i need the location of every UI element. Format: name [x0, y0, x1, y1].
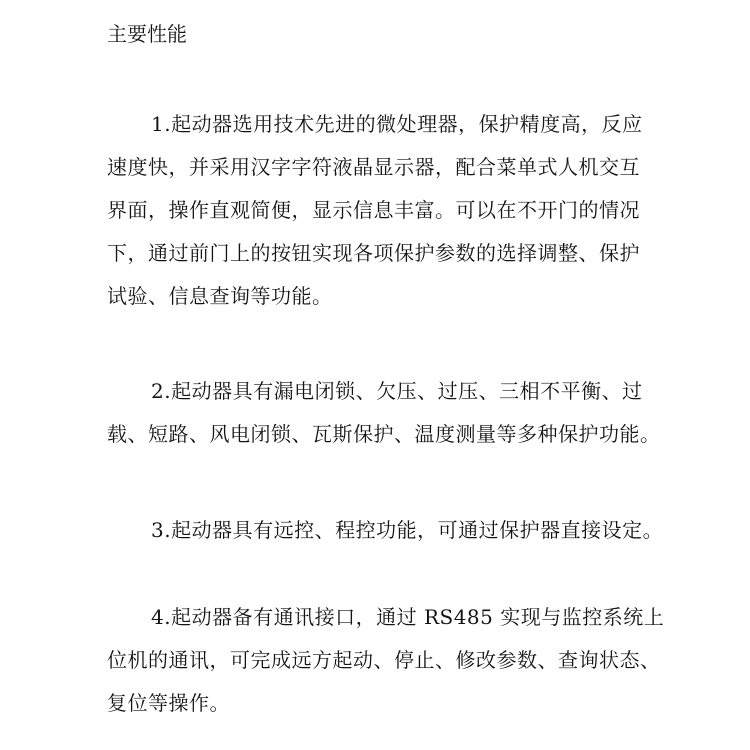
paragraph-2	[107, 370, 695, 456]
paragraph-3	[107, 509, 695, 552]
paragraph-1	[107, 103, 695, 318]
paragraph-line: 界面，操作直观简便，显示信息丰富。可以在不开门的情况	[107, 198, 640, 222]
paragraph-line: 复位等操作。	[107, 691, 230, 715]
paragraph-line: 4.起动器备有通讯接口，通过 RS485 实现与监控系统上	[151, 605, 665, 629]
paragraph-4	[107, 596, 695, 725]
paragraph-line: 3.起动器具有远控、程控功能，可通过保护器直接设定。	[151, 518, 664, 542]
paragraph-line: 速度快，并采用汉字字符液晶显示器，配合菜单式人机交互	[107, 155, 640, 179]
paragraph-line: 下，通过前门上的按钮实现各项保护参数的选择调整、保护	[107, 241, 640, 265]
paragraph-line: 1.起动器选用技术先进的微处理器，保护精度高，反应	[151, 112, 643, 136]
paragraph-line: 载、短路、风电闭锁、瓦斯保护、温度测量等多种保护功能。	[107, 422, 661, 446]
paragraph-line: 位机的通讯，可完成远方起动、停止、修改参数、查询状态、	[107, 648, 661, 672]
paragraph-line: 试验、信息查询等功能。	[107, 284, 333, 308]
paragraph-line: 2.起动器具有漏电闭锁、欠压、过压、三相不平衡、过	[151, 379, 643, 403]
section-heading: 主要性能	[107, 22, 187, 46]
